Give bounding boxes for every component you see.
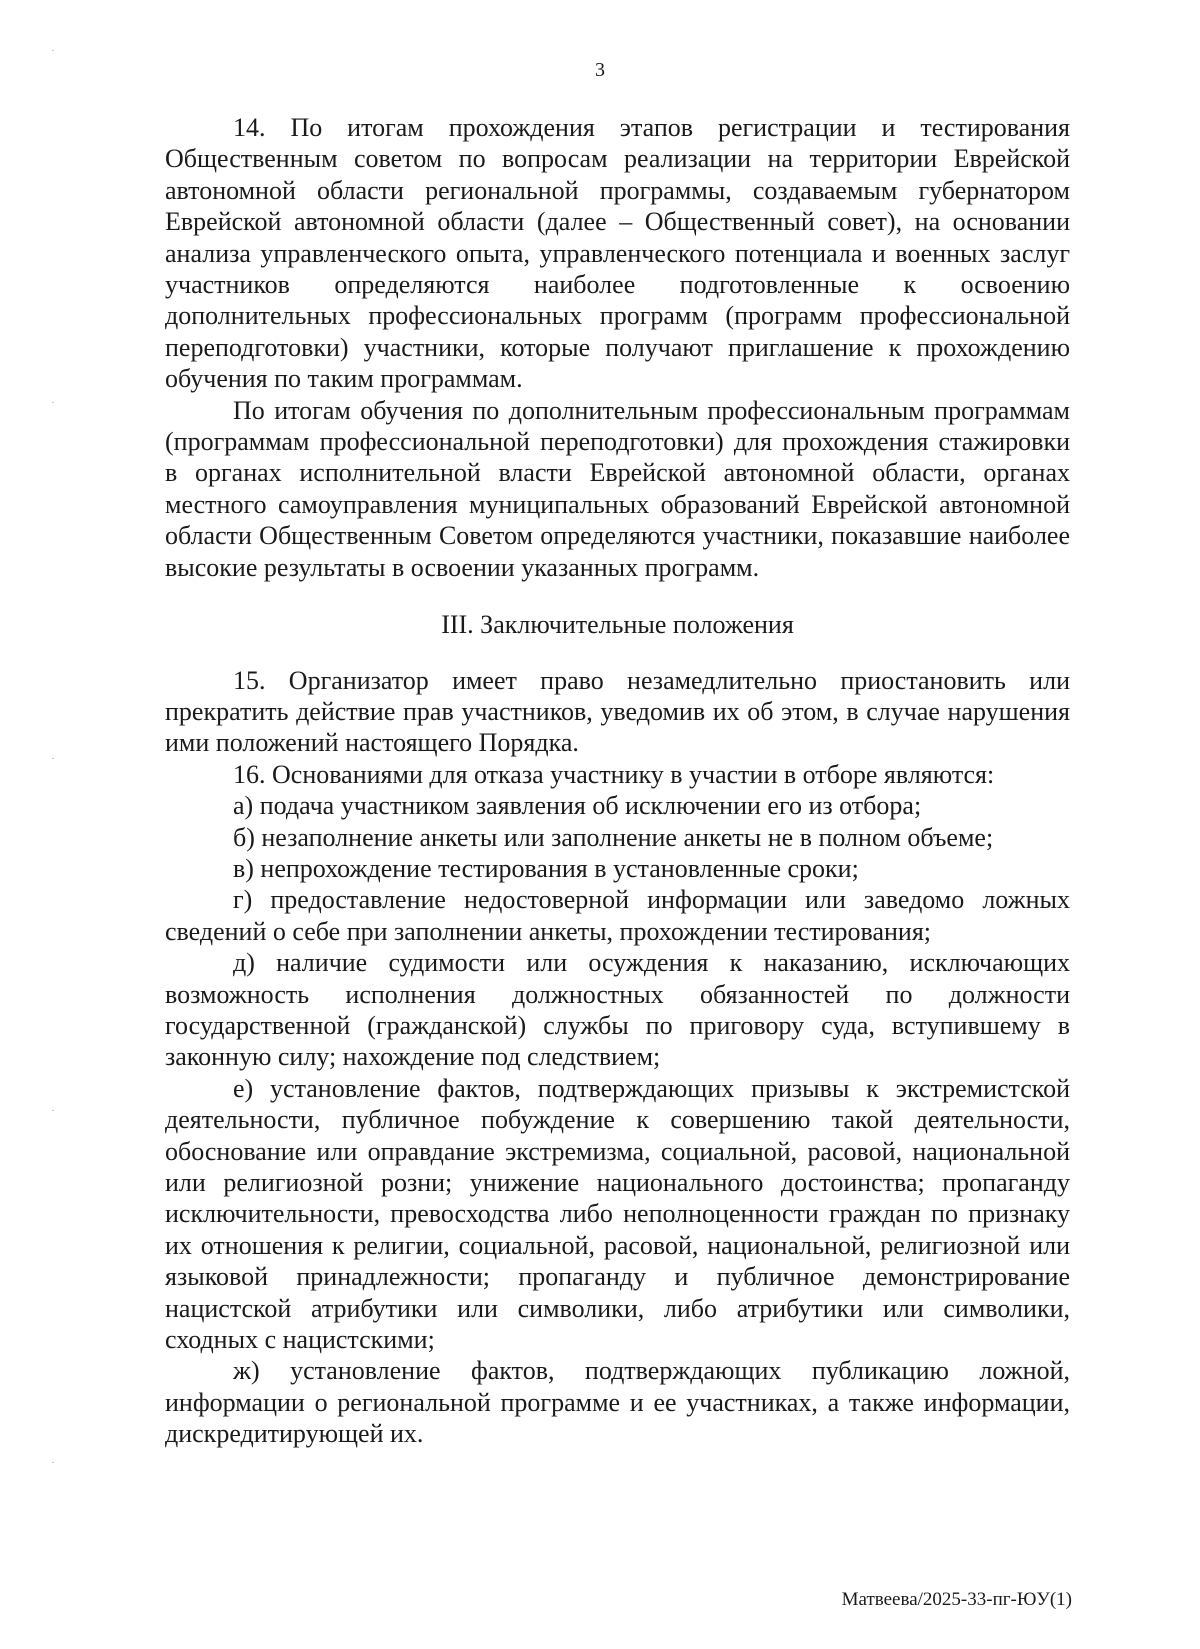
- list-item-v: в) непрохождение тестирования в установленные сроки;: [233, 853, 859, 883]
- scan-margin-mark: [52, 1462, 54, 1463]
- paragraph-14-continued: По итогам обучения по дополнительным профессиональным программам (программам профессиональной переподготовки) для прохождения стажировки в органах исполнительной власти Еврейской автономной области, органах местного самоуправления муниципальных образований Еврейской автономной области Общественным Советом определяются участники, показавшие наиболее высокие результаты в освоении указанных программ.: [165, 395, 1070, 582]
- scan-margin-mark: [52, 50, 54, 51]
- list-item-a: а) подача участником заявления об исключении его из отбора;: [233, 791, 922, 821]
- section-heading: III. Заключительные положения: [441, 610, 794, 640]
- scan-margin-mark: [52, 758, 54, 759]
- scan-margin-mark: [52, 402, 54, 403]
- list-item-d: д) наличие судимости или осуждения к наказанию, исключающих возможность исполнения должностных обязанностей по должности государственной (гражданской) службы по приговору суда, вступившему в законную силу; нахождение под следствием;: [165, 948, 1070, 1072]
- paragraph-14: 14. По итогам прохождения этапов регистрации и тестирования Общественным советом по вопросам реализации на территории Еврейской автономной области региональной программы, создаваемым губернатором Еврейской автономной области (далее – Общественный совет), на основании анализа управленческого опыта, управленческого потенциала и военных заслуг участников определяются наиболее подготовленные к освоению дополнительных профессиональных программ (программ профессиональной переподготовки) участники, которые получают приглашение к прохождению обучения по таким программам.: [165, 113, 1070, 394]
- document-code: Матвеева/2025-33-пг-ЮУ(1): [841, 1589, 1072, 1610]
- paragraph-15: 15. Организатор имеет право незамедлительно приостановить или прекратить действие прав участников, уведомив их об этом, в случае нарушения ими положений настоящего Порядка.: [165, 665, 1070, 758]
- paragraph-16: 16. Основаниями для отказа участнику в участии в отборе являются:: [233, 759, 995, 789]
- list-item-g: г) предоставление недостоверной информации или заведомо ложных сведений о себе при заполнении анкеты, прохождении тестирования;: [165, 885, 1070, 946]
- list-item-zh: ж) установление фактов, подтверждающих публикацию ложной, информации о региональной программе и ее участниках, а также информации, дискредитирующей их.: [165, 1356, 1070, 1449]
- document-body: [165, 112, 1070, 1450]
- page-number: 3: [595, 59, 605, 81]
- scan-margin-mark: [52, 1110, 54, 1111]
- list-item-e: е) установление фактов, подтверждающих призывы к экстремистской деятельности, публичное побуждение к совершению такой деятельности, обоснование или оправдание экстремизма, социальной, расовой, национальной или религиозной розни; унижение национального достоинства; пропаганду исключительности, превосходства либо неполноценности граждан по признаку их отношения к религии, социальной, расовой, национальной, религиозной или языковой принадлежности; пропаганду и публичное демонстрирование нацистской атрибутики или символики, либо атрибутики или символики, сходных с нацистскими;: [165, 1073, 1070, 1355]
- list-item-b: б) незаполнение анкеты или заполнение анкеты не в полном объеме;: [233, 822, 994, 852]
